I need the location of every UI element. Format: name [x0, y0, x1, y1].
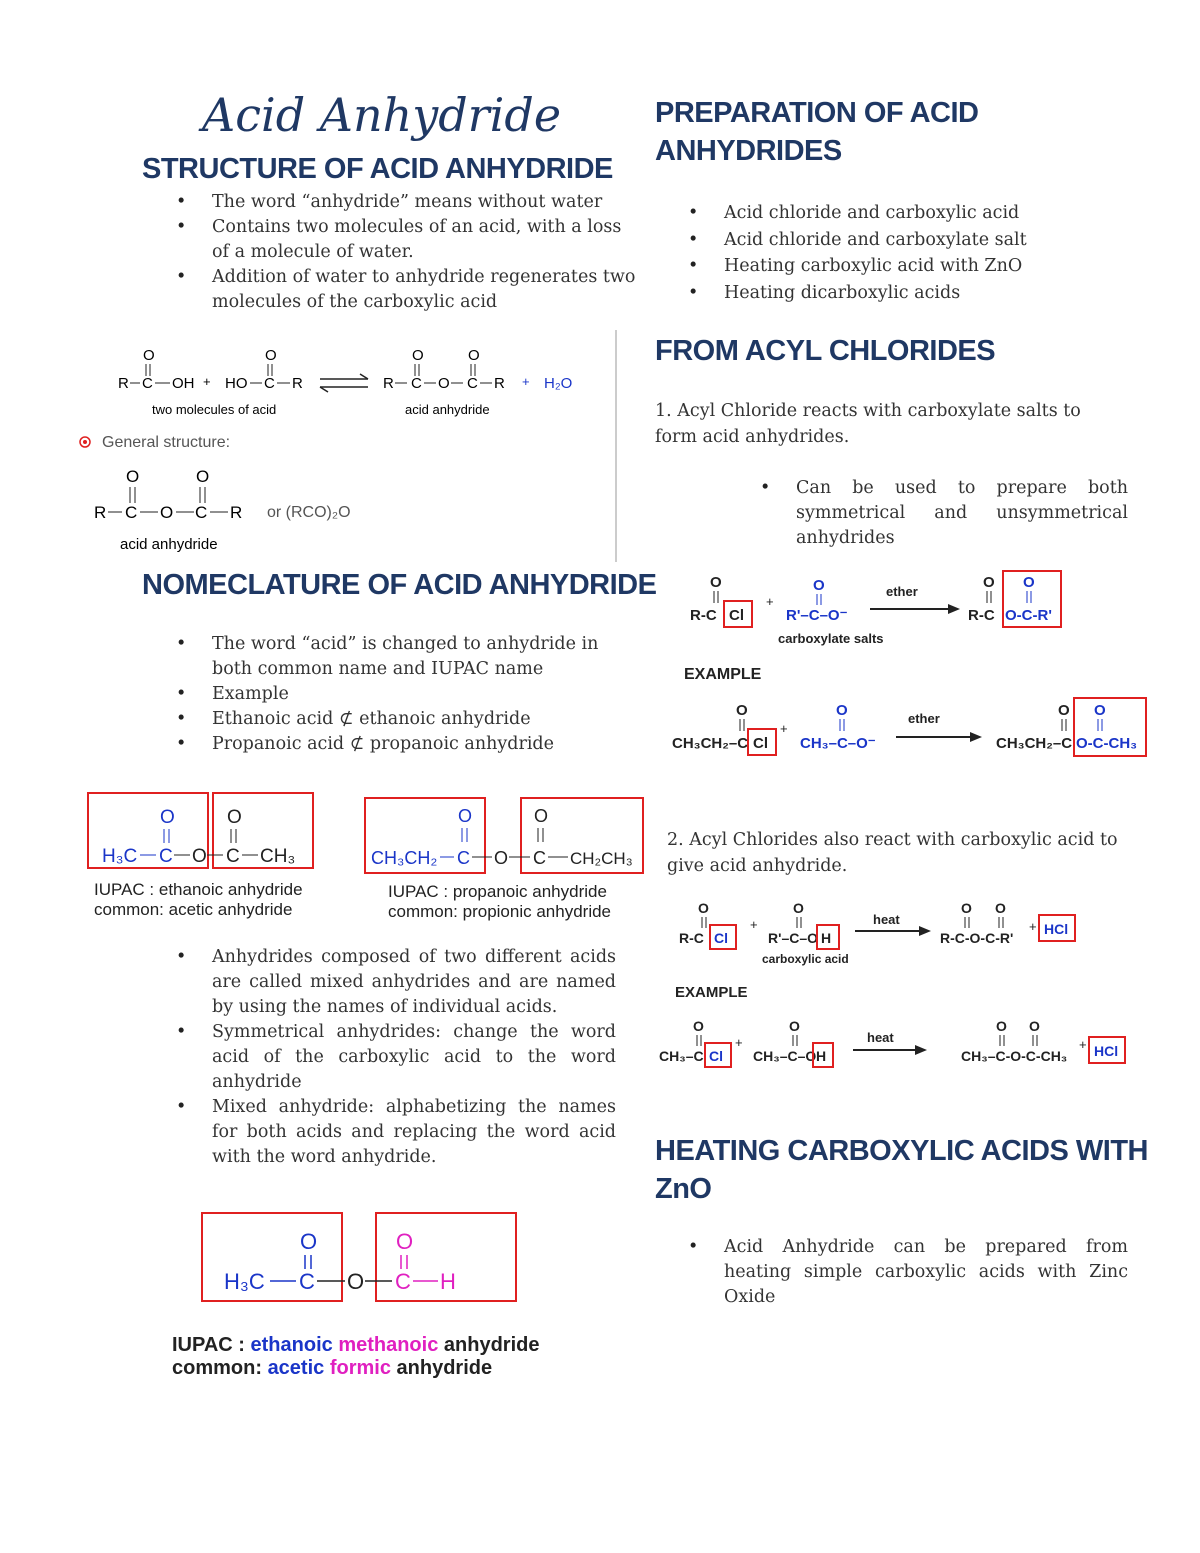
list-item: • Propanoic acid ⊄ propanoic anhydride — [176, 732, 616, 757]
nomenclature-heading: NOMECLATURE OF ACID ANHYDRIDE — [142, 569, 657, 601]
plus-sign: + — [766, 594, 774, 609]
atom-o: O — [534, 806, 549, 826]
group-oh: OH — [172, 375, 195, 392]
atom-c: C — [264, 375, 275, 392]
atom-o: O — [1094, 702, 1106, 719]
atom-o: O — [693, 1018, 704, 1034]
group-carboxylic: R'–C–O — [768, 930, 819, 946]
acyl-bullets — [760, 476, 1128, 551]
product-left: CH₃CH₂–C — [996, 735, 1073, 752]
atom-o: O — [396, 1229, 414, 1254]
product: R-C-O-C-R' — [940, 930, 1014, 946]
atom-h: H — [440, 1269, 456, 1294]
atom-r: R — [383, 375, 394, 392]
atom-c: C — [299, 1269, 315, 1294]
plus-sign: + — [1029, 919, 1037, 934]
atom-o: O — [1058, 702, 1070, 719]
atom-r: R — [230, 503, 243, 522]
list-item: • Acid chloride and carboxylic acid — [688, 200, 1148, 227]
atom-o: O — [160, 503, 174, 522]
svg-text:common: acetic formic anhydrid — [172, 1357, 492, 1379]
atom-h: H — [821, 930, 832, 946]
condition-heat: heat — [873, 912, 900, 927]
mixed-iupac-prefix: IUPAC : — [172, 1334, 251, 1356]
atom-o: O — [126, 467, 140, 486]
atom-o: O — [813, 577, 825, 594]
atom-c: C — [195, 503, 208, 522]
mixed-common-acetic: acetic — [267, 1357, 330, 1379]
group-h3c: H₃C — [224, 1269, 265, 1294]
atom-o: O — [961, 900, 972, 916]
atom-o: O — [836, 702, 848, 719]
atom-o: O — [710, 574, 722, 591]
atom-r: R — [94, 503, 107, 522]
atom-o: O — [1023, 574, 1035, 591]
nomenclature-examples — [80, 785, 650, 925]
arrow-right-icon — [870, 604, 960, 614]
preparation-heading: PREPARATION OF ACID ANHYDRIDES — [655, 97, 979, 167]
bullet-target-icon — [80, 437, 90, 447]
atom-o: O — [983, 574, 995, 591]
list-item: • Ethanoic acid ⊄ ethanoic anhydride — [176, 707, 616, 732]
list-item: • Mixed anhydride: alphabetizing the names for both acids and replacing the word acid with the word anhydride. — [176, 1095, 616, 1170]
group-ch2ch3: CH₂CH₃ — [570, 849, 633, 868]
atom-o: O — [458, 806, 473, 826]
atom-r: R — [292, 375, 303, 392]
list-item: • Heating carboxylic acid with ZnO — [688, 253, 1148, 280]
product-left: R-C — [968, 607, 995, 624]
atom-o: O — [300, 1229, 318, 1254]
zno-heading: HEATING CARBOXYLIC ACIDS WITH ZnO — [655, 1135, 1148, 1205]
structure-figure — [70, 330, 620, 570]
atom-o: O — [143, 347, 155, 364]
carboxylate-salts-label: carboxylate salts — [778, 631, 884, 646]
atom-o: O — [736, 702, 748, 719]
ethanoic-iupac: IUPAC : ethanoic anhydride — [94, 880, 303, 899]
acyl-para-1: 1. Acyl Chloride reacts with carboxylate salts to form acid anhydrides. — [655, 401, 1081, 447]
ethanoic-common: common: acetic anhydride — [94, 900, 293, 919]
list-item: • Acid Anhydride can be prepared from heating simple carboxylic acids with Zinc Oxide — [688, 1235, 1128, 1310]
condition-heat: heat — [867, 1030, 894, 1045]
mixed-iupac-suffix: anhydride — [443, 1334, 540, 1356]
group-ho: HO — [225, 375, 248, 392]
plus-sign: + — [203, 374, 211, 389]
atom-c: C — [467, 375, 478, 392]
atom-c: C — [533, 848, 546, 868]
example-label: EXAMPLE — [684, 666, 762, 683]
list-item: • Can be used to prepare both symmetrical and unsymmetrical anhydrides — [760, 476, 1128, 551]
atom-c: C — [395, 1269, 411, 1294]
preparation-bullets — [688, 200, 1148, 306]
group-ch3: CH₃ — [260, 846, 296, 867]
arrow-right-icon — [896, 732, 982, 742]
plus-sign: + — [1079, 1037, 1087, 1052]
group-ch3ch2: CH₃CH₂ — [371, 848, 438, 868]
atom-c: C — [226, 846, 240, 867]
atom-c: C — [142, 375, 153, 392]
svg-text:IUPAC : ethanoic methanoic anh — [172, 1334, 539, 1356]
atom-cl: Cl — [729, 607, 744, 624]
group-acetate: CH₃–C–O⁻ — [800, 735, 876, 752]
atom-o: O — [347, 1269, 365, 1294]
atom-o: O — [192, 846, 207, 867]
plus-sign: + — [522, 374, 530, 389]
nomenclature-bullets — [176, 632, 616, 757]
group-carboxylate: R'–C–O⁻ — [786, 607, 848, 624]
group-r-c: R-C — [679, 930, 704, 946]
product-box: O-C-CH₃ — [1076, 735, 1138, 752]
atom-o: O — [265, 347, 277, 364]
list-item: • The word “anhydride” means without water — [176, 190, 636, 215]
hcl: HCl — [1044, 921, 1069, 937]
arrow-right-icon — [855, 926, 931, 936]
group-ch3ch2-c: CH₃CH₂–C — [672, 735, 749, 752]
group-acetic: CH₃–C–O — [753, 1048, 817, 1064]
atom-c: C — [457, 848, 470, 868]
equilibrium-arrow-icon — [320, 374, 368, 392]
atom-o: O — [468, 347, 480, 364]
reaction-acyl-carboxylic — [659, 893, 1135, 1093]
atom-cl: Cl — [714, 930, 728, 946]
atom-o: O — [412, 347, 424, 364]
carboxylic-acid-label: carboxylic acid — [762, 952, 849, 966]
atom-o: O — [438, 375, 450, 392]
atom-c: C — [125, 503, 138, 522]
water-formula: H₂O — [544, 375, 573, 392]
mixed-anhydride-figure — [160, 1205, 590, 1395]
mixed-iupac-methanoic: methanoic — [338, 1334, 444, 1356]
structure-bullets — [176, 190, 636, 315]
example-label: EXAMPLE — [675, 984, 748, 1001]
atom-o: O — [995, 900, 1006, 916]
mixed-common-suffix: anhydride — [396, 1357, 493, 1379]
list-item: • Addition of water to anhydride regenerates two molecules of the carboxylic acid — [176, 265, 636, 315]
plus-sign: + — [750, 917, 758, 932]
list-item: • Example — [176, 682, 616, 707]
atom-h: H — [816, 1048, 827, 1064]
plus-sign: + — [735, 1035, 743, 1050]
general-structure-label: General structure: — [102, 434, 231, 451]
atom-r: R — [118, 375, 129, 392]
atom-c: C — [411, 375, 422, 392]
atom-r: R — [494, 375, 505, 392]
mixed-common-prefix: common: — [172, 1357, 268, 1379]
plus-sign: + — [780, 721, 788, 736]
atom-o: O — [789, 1018, 800, 1034]
reaction-acyl-carboxylate — [660, 565, 1170, 775]
mixed-common-formic: formic — [329, 1357, 397, 1379]
arrow-right-icon — [853, 1045, 927, 1055]
atom-o: O — [494, 848, 509, 868]
naming-bullets — [176, 945, 616, 1170]
propanoic-iupac: IUPAC : propanoic anhydride — [388, 882, 607, 901]
list-item: • The word “acid” is changed to anhydride in both common name and IUPAC name — [176, 632, 616, 682]
general-formula: or (RCO)₂O — [267, 504, 351, 521]
general-caption: acid anhydride — [120, 536, 218, 553]
atom-cl: Cl — [753, 735, 768, 752]
zno-bullets — [688, 1235, 1128, 1310]
atom-o: O — [793, 900, 804, 916]
atom-o: O — [698, 900, 709, 916]
atom-cl: Cl — [709, 1048, 723, 1064]
acyl-para-2: 2. Acyl Chlorides also react with carboxylic acid to give acid anhydride. — [667, 830, 1118, 876]
group-h3c: H₃C — [102, 846, 138, 867]
group-ch3-c: CH₃–C — [659, 1048, 704, 1064]
atom-c: C — [159, 846, 173, 867]
hcl: HCl — [1094, 1043, 1119, 1059]
atom-o: O — [160, 807, 175, 828]
list-item: • Contains two molecules of an acid, with a loss of a molecule of water. — [176, 215, 636, 265]
page-title: Acid Anhydride — [202, 88, 562, 142]
group-r-c: R-C — [690, 607, 717, 624]
acid-anhydride-label: acid anhydride — [405, 402, 490, 417]
condition-ether: ether — [886, 584, 918, 599]
atom-o: O — [1029, 1018, 1040, 1034]
highlight-box — [202, 1213, 342, 1301]
list-item: • Anhydrides composed of two different acids are called mixed anhydrides and are named by using the names of individual acids. — [176, 945, 616, 1020]
product-box: O-C-R' — [1005, 607, 1052, 624]
propanoic-common: common: propionic anhydride — [388, 902, 612, 921]
structure-heading: STRUCTURE OF ACID ANHYDRIDE — [142, 153, 613, 185]
atom-o: O — [196, 467, 210, 486]
two-molecules-label: two molecules of acid — [152, 402, 277, 417]
mixed-iupac-ethanoic: ethanoic — [250, 1334, 339, 1356]
atom-o: O — [227, 807, 242, 828]
product: CH₃–C-O-C-CH₃ — [961, 1048, 1068, 1064]
list-item: • Heating dicarboxylic acids — [688, 280, 1148, 307]
condition-ether: ether — [908, 711, 940, 726]
acyl-heading: FROM ACYL CHLORIDES — [655, 335, 996, 367]
atom-o: O — [996, 1018, 1007, 1034]
list-item: • Acid chloride and carboxylate salt — [688, 227, 1148, 254]
list-item: • Symmetrical anhydrides: change the word acid of the carboxylic acid to the word anhydride — [176, 1020, 616, 1095]
